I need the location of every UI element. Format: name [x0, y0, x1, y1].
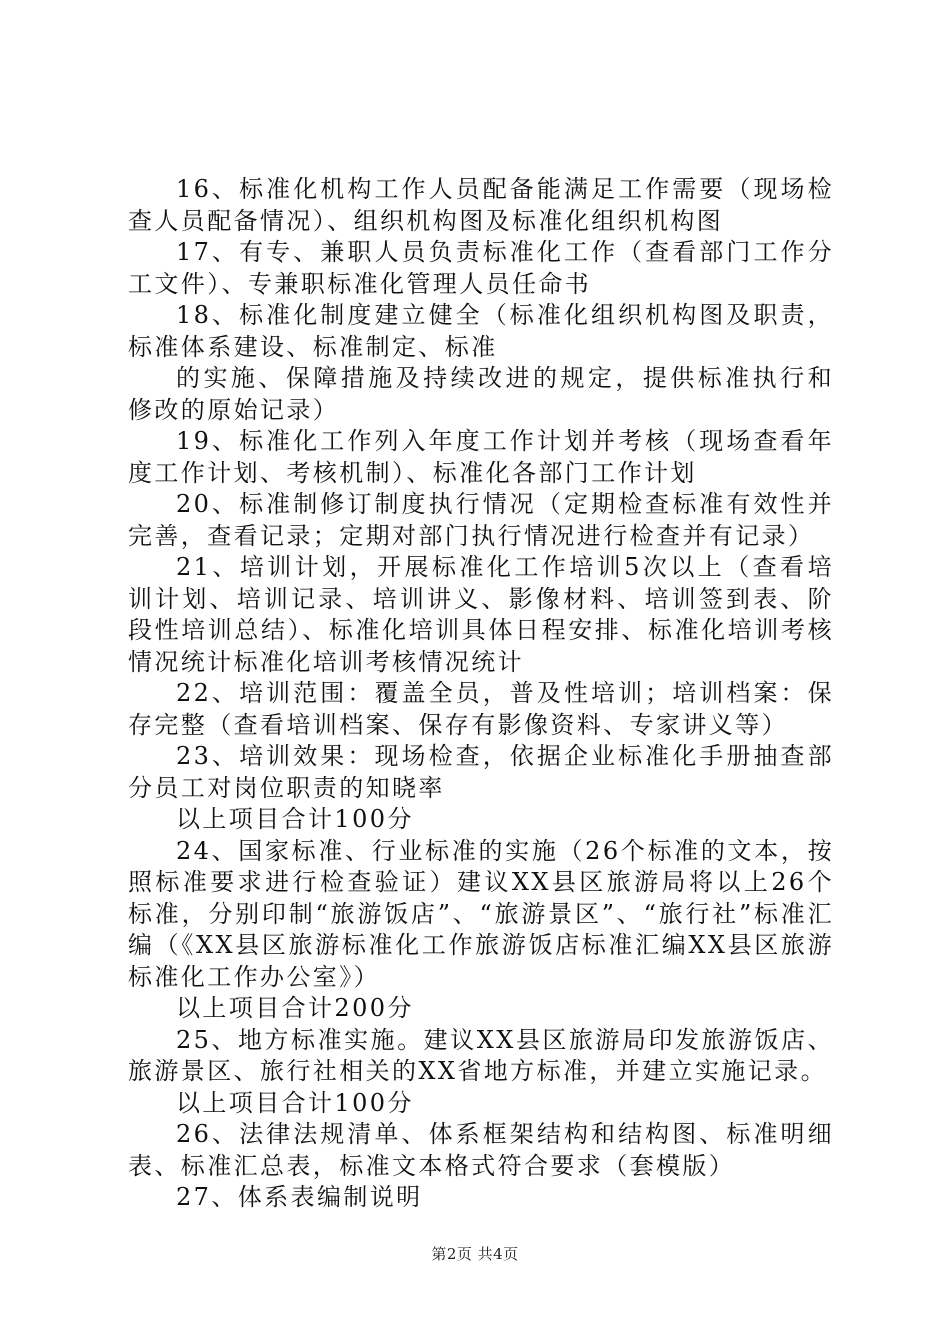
paragraph-22: 22、培训范围：覆盖全员，普及性培训；培训档案：保存完整（查看培训档案、保存有影像资料、专家讲义等）	[128, 679, 834, 739]
paragraph-24: 24、国家标准、行业标准的实施（26个标准的文本，按照标准要求进行检查验证）建议XX县区旅游局将以上26个标准，分别印制“旅游饭店”、“旅游景区”、“旅行社”标准汇编（《XX县区旅游标准化工作旅游饭店标准汇编XX县区旅游标准化工作办公室》）	[128, 836, 834, 991]
page-footer: 第2页 共4页	[431, 1245, 519, 1263]
subtotal-line: 以上项目合计100分	[176, 805, 414, 833]
paragraph-23: 23、培训效果：现场检查，依据企业标准化手册抽查部分员工对岗位职责的知晓率	[128, 742, 834, 802]
paragraph-18-continued: 的实施、保障措施及持续改进的规定，提供标准执行和修改的原始记录）	[128, 364, 834, 424]
paragraph-17: 17、有专、兼职人员负责标准化工作（查看部门工作分工文件）、专兼职标准化管理人员任命书	[128, 238, 834, 298]
paragraph-18: 18、标准化制度建立健全（标准化组织机构图及职责，标准体系建设、标准制定、标准	[128, 301, 834, 361]
paragraph-16: 16、标准化机构工作人员配备能满足工作需要（现场检查人员配备情况）、组织机构图及标准化组织机构图	[128, 175, 834, 235]
paragraph-19: 19、标准化工作列入年度工作计划并考核（现场查看年度工作计划、考核机制）、标准化各部门工作计划	[128, 427, 834, 487]
paragraph-27: 27、体系表编制说明	[176, 1183, 423, 1211]
paragraph-21: 21、培训计划，开展标准化工作培训5次以上（查看培训计划、培训记录、培训讲义、影像材料、培训签到表、阶段性培训总结）、标准化培训具体日程安排、标准化培训考核情况统计标准化培训考核情况统计	[128, 553, 834, 676]
document-body	[128, 174, 834, 1214]
paragraph-25: 25、地方标准实施。建议XX县区旅游局印发旅游饭店、旅游景区、旅行社相关的XX省地方标准，并建立实施记录。	[128, 1025, 834, 1085]
paragraph-26: 26、法律法规清单、体系框架结构和结构图、标准明细表、标准汇总表，标准文本格式符合要求（套模版）	[128, 1120, 834, 1180]
subtotal-line: 以上项目合计100分	[176, 1088, 414, 1117]
paragraph-20: 20、标准制修订制度执行情况（定期检查标准有效性并完善，查看记录；定期对部门执行情况进行检查并有记录）	[128, 490, 834, 550]
subtotal-line: 以上项目合计200分	[176, 994, 414, 1022]
